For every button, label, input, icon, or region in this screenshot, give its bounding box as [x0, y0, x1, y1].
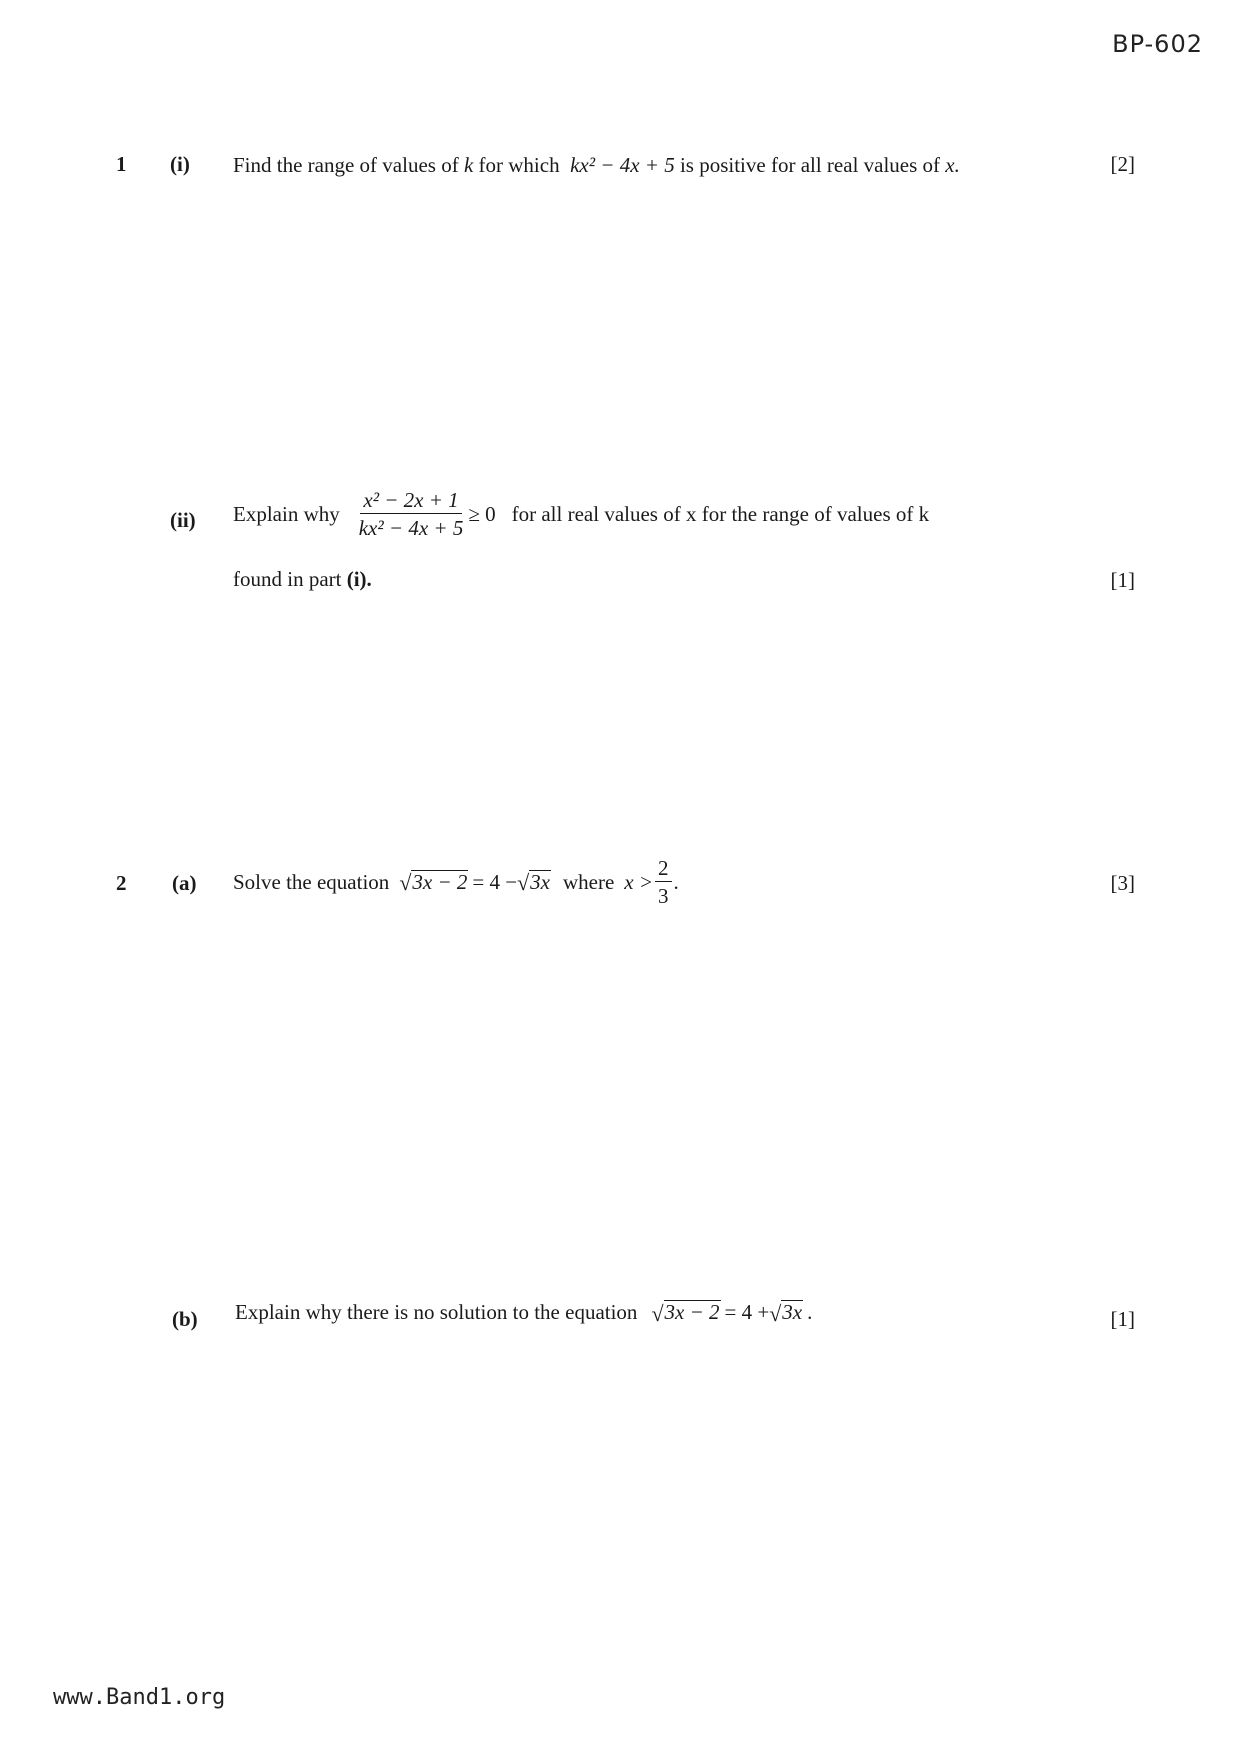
- q2a-condition: x >: [624, 869, 654, 894]
- question-1-part-i-text: [233, 153, 960, 178]
- question-2-part-a-label: (a): [172, 871, 197, 895]
- q2a-end: .: [673, 869, 679, 894]
- q1ii-text-before: Explain why: [233, 501, 340, 526]
- q1ii-fraction: [356, 488, 467, 540]
- q2b-rhs-sqrt: √ 3x: [769, 1300, 803, 1326]
- q1ii-line2-ref: (i).: [346, 567, 372, 591]
- q1ii-numerator: x² − 2x + 1: [360, 488, 461, 514]
- q2a-frac-numerator: 2: [655, 856, 672, 882]
- paper-code: BP-602: [1112, 30, 1203, 58]
- q2a-frac-denominator: 3: [658, 884, 669, 909]
- q1ii-line2-before: found in part: [233, 567, 347, 591]
- question-2-part-b-label: (b): [172, 1307, 198, 1331]
- q2b-text-before: Explain why there is no solution to the equation: [235, 1300, 638, 1324]
- footer-website[interactable]: www.Band1.org: [53, 1685, 226, 1710]
- q1i-x: x.: [945, 153, 960, 177]
- q2b-lhs-radicand: 3x − 2: [664, 1300, 720, 1325]
- question-1-part-ii-line2: [233, 567, 372, 592]
- question-1-part-i-marks: [2]: [1110, 152, 1135, 176]
- q2a-rhs-sqrt: √ 3x: [517, 870, 550, 896]
- question-2-number: 2: [116, 871, 127, 895]
- q2b-end: .: [807, 1300, 813, 1324]
- q1i-text-before: Find the range of values of: [233, 153, 464, 177]
- question-1-part-ii-text: [233, 488, 929, 540]
- q1i-expression: kx² − 4x + 5: [570, 153, 675, 177]
- question-2-part-b-marks: [1]: [1110, 1307, 1135, 1331]
- q2a-lhs-sqrt: √ 3x − 2: [399, 870, 468, 896]
- question-1-part-i-label: (i): [170, 152, 190, 176]
- q1ii-denominator: kx² − 4x + 5: [358, 516, 464, 541]
- q1i-text-after: is positive for all real values of: [674, 153, 946, 177]
- question-2-part-a-text: [233, 856, 679, 908]
- q1i-text-mid: for which: [473, 153, 565, 177]
- q2a-fraction: [655, 856, 672, 908]
- q2b-rhs-radicand: 3x: [782, 1300, 803, 1325]
- question-2-part-b-text: [235, 1300, 812, 1325]
- q2a-mid: = 4 −: [472, 869, 518, 894]
- q1ii-relation: ≥ 0: [468, 501, 496, 526]
- q1ii-text-after: for all real values of x for the range of values of k: [511, 501, 930, 526]
- q2a-lhs-radicand: 3x − 2: [412, 870, 468, 895]
- question-1-part-ii-marks: [1]: [1110, 568, 1135, 592]
- q2a-where: where: [562, 869, 615, 894]
- q2b-lhs-sqrt: √ 3x − 2: [651, 1300, 720, 1326]
- q2a-rhs-radicand: 3x: [530, 870, 550, 895]
- question-1-part-ii-label: (ii): [170, 508, 196, 532]
- question-2-part-a-marks: [3]: [1110, 871, 1135, 895]
- q2b-mid: = 4 +: [724, 1300, 770, 1324]
- question-1-number: 1: [116, 152, 127, 176]
- q2a-text-before: Solve the equation: [233, 869, 390, 894]
- q1i-k: k: [463, 153, 474, 177]
